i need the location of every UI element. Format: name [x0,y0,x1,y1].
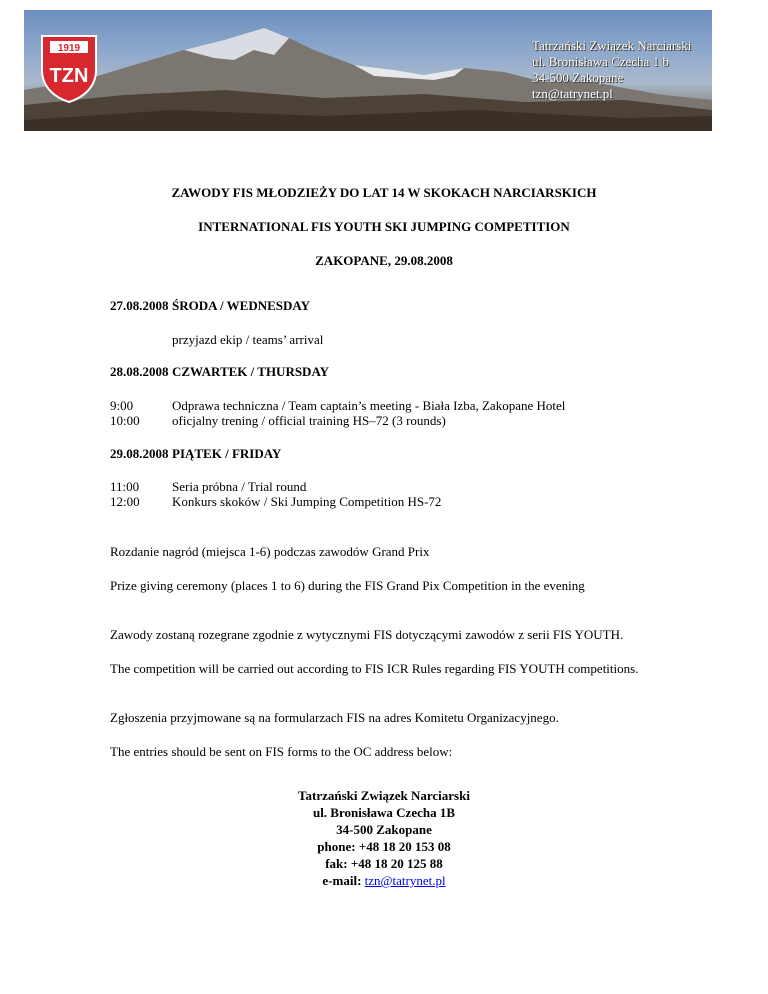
schedule-day: ŚRODA / WEDNESDAY [172,298,310,313]
contact-fax: fak: +48 18 20 125 88 [325,856,443,871]
contact-phone: phone: +48 18 20 153 08 [317,839,451,854]
paragraph-entries-en: The entries should be sent on FIS forms to the OC address below: [110,744,453,759]
header-banner [24,10,712,131]
contact-city: 34-500 Zakopane [336,822,432,837]
title-place-date: ZAKOPANE, 29.08.2008 [315,253,453,268]
header-address-line: tzn@tatrynet.pl [532,86,613,101]
title-english: INTERNATIONAL FIS YOUTH SKI JUMPING COMPETITION [198,219,570,234]
header-address-line: ul. Bronisława Czecha 1 b [532,54,669,69]
contact-email-label: e-mail: [322,873,365,888]
contact-email-line [0,872,768,889]
schedule-day: CZWARTEK / THURSDAY [172,364,330,379]
header-address [532,38,712,102]
paragraph-rules-en: The competition will be carried out according to FIS ICR Rules regarding FIS YOUTH competitions. [110,661,639,676]
logo-letters: TZN [49,65,89,87]
schedule-date: 28.08.2008 [110,364,169,379]
schedule-item: przyjazd ekip / teams’ arrival [172,332,324,347]
header-address-line: 34-500 Zakopane [532,70,624,85]
contact-block [0,787,768,889]
schedule-item: Konkurs skoków / Ski Jumping Competition HS-72 [172,494,442,509]
schedule-time: 9:00 [110,398,134,413]
contact-name: Tatrzański Związek Narciarski [298,788,470,803]
header-address-line: Tatrzański Związek Narciarski [532,38,692,53]
schedule-day: PIĄTEK / FRIDAY [172,446,282,461]
paragraph-prize-en: Prize giving ceremony (places 1 to 6) during the FIS Grand Pix Competition in the evening [110,578,585,593]
schedule-item: oficjalny trening / official training HS–72 (3 rounds) [172,413,446,428]
schedule-time: 11:00 [110,479,140,494]
contact-email-link[interactable]: tzn@tatrynet.pl [364,873,446,888]
schedule-item: Seria próbna / Trial round [172,479,307,494]
schedule-date: 29.08.2008 [110,446,169,461]
paragraph-rules-pl: Zawody zostaną rozegrane zgodnie z wytycznymi FIS dotyczącymi zawodów z serii FIS YOUTH. [110,627,624,642]
logo-year: 1919 [57,43,81,54]
schedule-time: 12:00 [110,494,140,509]
title-polish: ZAWODY FIS MŁODZIEŻY DO LAT 14 W SKOKACH NARCIARSKICH [171,185,597,200]
paragraph-entries-pl: Zgłoszenia przyjmowane są na formularzach FIS na adres Komitetu Organizacyjnego. [110,710,559,725]
tzn-logo [38,32,100,104]
contact-street: ul. Bronisława Czecha 1B [312,805,456,820]
schedule-item: Odprawa techniczna / Team captain’s meeting - Biała Izba, Zakopane Hotel [172,398,566,413]
schedule-date: 27.08.2008 [110,298,169,313]
schedule-time: 10:00 [110,413,140,428]
paragraph-prize-pl: Rozdanie nagród (miejsca 1-6) podczas zawodów Grand Prix [110,544,430,559]
